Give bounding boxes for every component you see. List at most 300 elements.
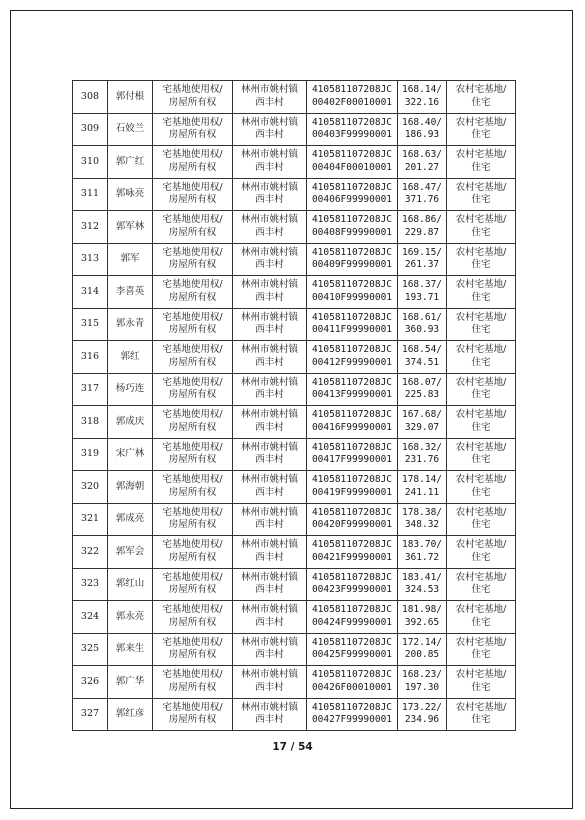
right-type-line: 宅基地使用权/ [162,84,223,96]
table-row [73,536,516,569]
right-type-line: 宅基地使用权/ [162,376,223,388]
land-use-line: 农村宅基地/ [455,116,507,128]
parcel-code-line: 00412F99990001 [311,356,393,368]
right-type-cell [153,568,233,601]
location-line: 西丰村 [255,649,284,661]
location-cell [233,471,307,504]
table-row [73,633,516,666]
land-use-line: 住宅 [471,324,491,336]
right-type-line: 房屋所有权 [168,226,217,238]
parcel-code-line: 410581107208JC [311,604,393,616]
parcel-code-line: 00408F99990001 [311,226,393,238]
location-line: 西丰村 [255,356,284,368]
right-type-line: 宅基地使用权/ [162,474,223,486]
area-line: 168.40/ [401,116,443,128]
area-line: 329.07 [404,421,440,433]
parcel-code-line: 410581107208JC [311,441,393,453]
area-line: 229.87 [404,226,440,238]
area-line: 193.71 [404,291,440,303]
area-cell [398,178,447,211]
right-type-line: 房屋所有权 [168,194,217,206]
land-use-line: 住宅 [471,486,491,498]
owner-name-cell: 郭海朝 [108,471,153,504]
land-use-cell [447,633,516,666]
owner-name-cell: 郭红彦 [108,698,153,731]
parcel-code-cell [307,601,398,634]
parcel-code-cell [307,406,398,439]
owner-name-cell: 郭广红 [108,146,153,179]
location-line: 西丰村 [255,616,284,628]
right-type-line: 宅基地使用权/ [162,181,223,193]
area-line: 322.16 [404,96,440,108]
location-cell [233,243,307,276]
land-use-cell [447,308,516,341]
parcel-code-line: 410581107208JC [311,701,393,713]
right-type-cell [153,503,233,536]
location-cell [233,178,307,211]
right-type-line: 房屋所有权 [168,389,217,401]
row-number-cell: 323 [73,568,108,601]
right-type-cell [153,666,233,699]
owner-name-cell: 郭成庆 [108,406,153,439]
land-use-line: 住宅 [471,681,491,693]
land-use-line: 住宅 [471,194,491,206]
area-cell [398,243,447,276]
land-use-line: 住宅 [471,161,491,173]
right-type-line: 房屋所有权 [168,454,217,466]
area-line: 168.86/ [401,214,443,226]
right-type-line: 宅基地使用权/ [162,246,223,258]
area-line: 374.51 [404,356,440,368]
right-type-line: 房屋所有权 [168,714,217,726]
right-type-cell [153,536,233,569]
parcel-code-line: 410581107208JC [311,506,393,518]
land-use-cell [447,341,516,374]
location-line: 林州市姚村镇 [240,246,298,258]
area-line: 348.32 [404,519,440,531]
land-use-line: 农村宅基地/ [455,279,507,291]
right-type-cell [153,113,233,146]
location-cell [233,698,307,731]
row-number-cell: 327 [73,698,108,731]
area-cell [398,698,447,731]
area-line: 168.14/ [401,84,443,96]
land-use-cell [447,211,516,244]
owner-name-cell: 郭付根 [108,81,153,114]
right-type-line: 宅基地使用权/ [162,636,223,648]
parcel-code-line: 410581107208JC [311,214,393,226]
table-row [73,81,516,114]
location-line: 林州市姚村镇 [240,409,298,421]
row-number-cell: 325 [73,633,108,666]
location-line: 西丰村 [255,291,284,303]
location-cell [233,308,307,341]
land-use-line: 农村宅基地/ [455,409,507,421]
area-line: 168.07/ [401,376,443,388]
parcel-code-line: 410581107208JC [311,571,393,583]
parcel-code-line: 00425F99990001 [311,649,393,661]
parcel-code-cell [307,503,398,536]
location-line: 西丰村 [255,194,284,206]
owner-name-cell: 郭军林 [108,211,153,244]
location-cell [233,666,307,699]
area-line: 225.83 [404,389,440,401]
area-line: 168.37/ [401,279,443,291]
area-cell [398,341,447,374]
right-type-line: 房屋所有权 [168,584,217,596]
table-row [73,601,516,634]
parcel-code-line: 00402F00010001 [311,96,393,108]
land-use-cell [447,471,516,504]
location-line: 林州市姚村镇 [240,84,298,96]
land-use-line: 住宅 [471,129,491,141]
owner-name-cell: 郭永亮 [108,601,153,634]
parcel-code-line: 410581107208JC [311,311,393,323]
parcel-code-line: 00419F99990001 [311,486,393,498]
row-number-cell: 313 [73,243,108,276]
land-use-line: 住宅 [471,584,491,596]
row-number-cell: 317 [73,373,108,406]
owner-name-cell: 杨巧连 [108,373,153,406]
land-use-line: 农村宅基地/ [455,214,507,226]
right-type-line: 宅基地使用权/ [162,604,223,616]
location-cell [233,568,307,601]
land-use-line: 农村宅基地/ [455,246,507,258]
table-row [73,438,516,471]
parcel-code-cell [307,113,398,146]
land-use-line: 农村宅基地/ [455,669,507,681]
parcel-code-cell [307,81,398,114]
location-line: 林州市姚村镇 [240,279,298,291]
table-row [73,113,516,146]
location-line: 西丰村 [255,486,284,498]
parcel-code-cell [307,211,398,244]
land-use-cell [447,438,516,471]
land-use-line: 农村宅基地/ [455,539,507,551]
table-body [73,81,516,731]
land-use-line: 农村宅基地/ [455,376,507,388]
area-line: 172.14/ [401,636,443,648]
location-line: 林州市姚村镇 [240,474,298,486]
land-use-line: 住宅 [471,519,491,531]
location-line: 西丰村 [255,389,284,401]
area-cell [398,113,447,146]
parcel-code-line: 410581107208JC [311,279,393,291]
location-line: 西丰村 [255,129,284,141]
parcel-code-line: 00413F99990001 [311,389,393,401]
area-cell [398,81,447,114]
right-type-line: 宅基地使用权/ [162,409,223,421]
right-type-cell [153,146,233,179]
land-use-line: 住宅 [471,96,491,108]
area-line: 178.14/ [401,474,443,486]
area-cell [398,503,447,536]
area-line: 169.15/ [401,246,443,258]
right-type-line: 宅基地使用权/ [162,441,223,453]
land-use-line: 农村宅基地/ [455,344,507,356]
right-type-line: 房屋所有权 [168,681,217,693]
area-line: 234.96 [404,714,440,726]
right-type-cell [153,698,233,731]
row-number-cell: 308 [73,81,108,114]
right-type-cell [153,601,233,634]
land-use-line: 农村宅基地/ [455,84,507,96]
table-row [73,243,516,276]
row-number-cell: 321 [73,503,108,536]
location-cell [233,536,307,569]
parcel-code-cell [307,666,398,699]
location-line: 西丰村 [255,454,284,466]
right-type-line: 房屋所有权 [168,421,217,433]
land-use-cell [447,243,516,276]
row-number-cell: 319 [73,438,108,471]
parcel-code-line: 00406F99990001 [311,194,393,206]
location-line: 林州市姚村镇 [240,311,298,323]
table-row [73,666,516,699]
right-type-cell [153,276,233,309]
land-use-line: 农村宅基地/ [455,571,507,583]
location-line: 西丰村 [255,96,284,108]
location-line: 林州市姚村镇 [240,376,298,388]
right-type-line: 房屋所有权 [168,519,217,531]
parcel-code-line: 410581107208JC [311,474,393,486]
parcel-code-line: 410581107208JC [311,636,393,648]
area-line: 392.65 [404,616,440,628]
right-type-line: 房屋所有权 [168,649,217,661]
parcel-code-line: 410581107208JC [311,116,393,128]
land-use-line: 住宅 [471,291,491,303]
location-cell [233,503,307,536]
owner-name-cell: 李喜英 [108,276,153,309]
location-line: 西丰村 [255,421,284,433]
table-row [73,178,516,211]
area-line: 168.47/ [401,181,443,193]
right-type-line: 房屋所有权 [168,324,217,336]
right-type-cell [153,243,233,276]
location-line: 西丰村 [255,681,284,693]
right-type-line: 宅基地使用权/ [162,214,223,226]
parcel-code-cell [307,276,398,309]
area-cell [398,308,447,341]
area-cell [398,471,447,504]
right-type-line: 房屋所有权 [168,486,217,498]
area-line: 201.27 [404,161,440,173]
owner-name-cell: 郭永青 [108,308,153,341]
land-use-line: 农村宅基地/ [455,701,507,713]
page-number: 17 / 54 [272,741,313,753]
parcel-code-cell [307,178,398,211]
right-type-line: 房屋所有权 [168,291,217,303]
location-line: 林州市姚村镇 [240,636,298,648]
land-use-line: 农村宅基地/ [455,506,507,518]
location-cell [233,81,307,114]
location-line: 林州市姚村镇 [240,539,298,551]
table-row [73,308,516,341]
area-cell [398,633,447,666]
area-line: 360.93 [404,324,440,336]
right-type-line: 宅基地使用权/ [162,344,223,356]
right-type-cell [153,211,233,244]
parcel-code-line: 410581107208JC [311,149,393,161]
area-line: 168.63/ [401,149,443,161]
location-line: 林州市姚村镇 [240,506,298,518]
land-use-line: 农村宅基地/ [455,311,507,323]
land-use-cell [447,373,516,406]
land-use-line: 农村宅基地/ [455,604,507,616]
right-type-cell [153,81,233,114]
area-cell [398,438,447,471]
parcel-code-line: 410581107208JC [311,539,393,551]
table-row [73,471,516,504]
location-line: 林州市姚村镇 [240,701,298,713]
parcel-code-cell [307,438,398,471]
parcel-code-cell [307,308,398,341]
parcel-code-line: 410581107208JC [311,246,393,258]
parcel-code-line: 410581107208JC [311,376,393,388]
location-cell [233,113,307,146]
land-use-line: 农村宅基地/ [455,441,507,453]
row-number-cell: 326 [73,666,108,699]
land-use-line: 住宅 [471,259,491,271]
right-type-line: 房屋所有权 [168,551,217,563]
table-row [73,568,516,601]
parcel-code-line: 00411F99990001 [311,324,393,336]
owner-name-cell: 郭成亮 [108,503,153,536]
right-type-line: 房屋所有权 [168,356,217,368]
table-row [73,146,516,179]
row-number-cell: 310 [73,146,108,179]
owner-name-cell: 石姣兰 [108,113,153,146]
parcel-code-line: 00404F00010001 [311,161,393,173]
owner-name-cell: 郭军会 [108,536,153,569]
parcel-code-cell [307,633,398,666]
owner-name-cell: 郭咏亮 [108,178,153,211]
parcel-code-cell [307,373,398,406]
location-cell [233,633,307,666]
location-line: 林州市姚村镇 [240,149,298,161]
area-line: 181.98/ [401,604,443,616]
location-cell [233,276,307,309]
area-line: 197.30 [404,681,440,693]
area-line: 178.38/ [401,506,443,518]
table-row [73,406,516,439]
table-row [73,503,516,536]
parcel-code-line: 00424F99990001 [311,616,393,628]
parcel-code-cell [307,471,398,504]
location-cell [233,373,307,406]
table-row [73,341,516,374]
area-line: 186.93 [404,129,440,141]
parcel-code-line: 00417F99990001 [311,454,393,466]
location-line: 西丰村 [255,259,284,271]
area-line: 168.61/ [401,311,443,323]
location-line: 西丰村 [255,714,284,726]
parcel-code-cell [307,146,398,179]
area-line: 231.76 [404,454,440,466]
land-use-cell [447,113,516,146]
row-number-cell: 316 [73,341,108,374]
right-type-line: 房屋所有权 [168,616,217,628]
location-cell [233,406,307,439]
location-cell [233,146,307,179]
location-line: 林州市姚村镇 [240,441,298,453]
owner-name-cell: 郭来生 [108,633,153,666]
land-use-line: 住宅 [471,421,491,433]
right-type-cell [153,633,233,666]
parcel-code-line: 410581107208JC [311,669,393,681]
land-use-line: 住宅 [471,551,491,563]
location-line: 林州市姚村镇 [240,181,298,193]
right-type-cell [153,373,233,406]
right-type-cell [153,308,233,341]
parcel-code-line: 00410F99990001 [311,291,393,303]
registration-table [72,80,516,731]
area-cell [398,276,447,309]
right-type-line: 房屋所有权 [168,96,217,108]
owner-name-cell: 郭红山 [108,568,153,601]
area-line: 168.54/ [401,344,443,356]
parcel-code-cell [307,568,398,601]
location-line: 西丰村 [255,324,284,336]
table-row [73,698,516,731]
right-type-line: 宅基地使用权/ [162,116,223,128]
land-use-cell [447,146,516,179]
land-use-cell [447,81,516,114]
area-line: 241.11 [404,486,440,498]
area-line: 200.85 [404,649,440,661]
row-number-cell: 311 [73,178,108,211]
location-line: 林州市姚村镇 [240,214,298,226]
land-use-line: 住宅 [471,226,491,238]
parcel-code-cell [307,341,398,374]
right-type-line: 宅基地使用权/ [162,279,223,291]
right-type-cell [153,471,233,504]
owner-name-cell: 郭红 [108,341,153,374]
row-number-cell: 309 [73,113,108,146]
right-type-line: 宅基地使用权/ [162,506,223,518]
area-cell [398,373,447,406]
area-cell [398,146,447,179]
area-line: 361.72 [404,551,440,563]
right-type-cell [153,341,233,374]
land-use-line: 住宅 [471,389,491,401]
land-use-line: 住宅 [471,454,491,466]
area-cell [398,406,447,439]
location-line: 林州市姚村镇 [240,116,298,128]
right-type-line: 宅基地使用权/ [162,669,223,681]
land-use-cell [447,178,516,211]
land-use-line: 农村宅基地/ [455,636,507,648]
land-use-line: 住宅 [471,714,491,726]
table-row [73,373,516,406]
location-line: 林州市姚村镇 [240,571,298,583]
location-cell [233,601,307,634]
land-use-line: 住宅 [471,356,491,368]
area-cell [398,536,447,569]
parcel-code-line: 00420F99990001 [311,519,393,531]
land-use-cell [447,698,516,731]
parcel-code-line: 410581107208JC [311,84,393,96]
parcel-code-line: 410581107208JC [311,409,393,421]
location-line: 林州市姚村镇 [240,669,298,681]
owner-name-cell: 郭军 [108,243,153,276]
row-number-cell: 318 [73,406,108,439]
right-type-line: 房屋所有权 [168,259,217,271]
owner-name-cell: 郭广华 [108,666,153,699]
area-line: 168.23/ [401,669,443,681]
land-use-line: 农村宅基地/ [455,149,507,161]
location-line: 西丰村 [255,519,284,531]
